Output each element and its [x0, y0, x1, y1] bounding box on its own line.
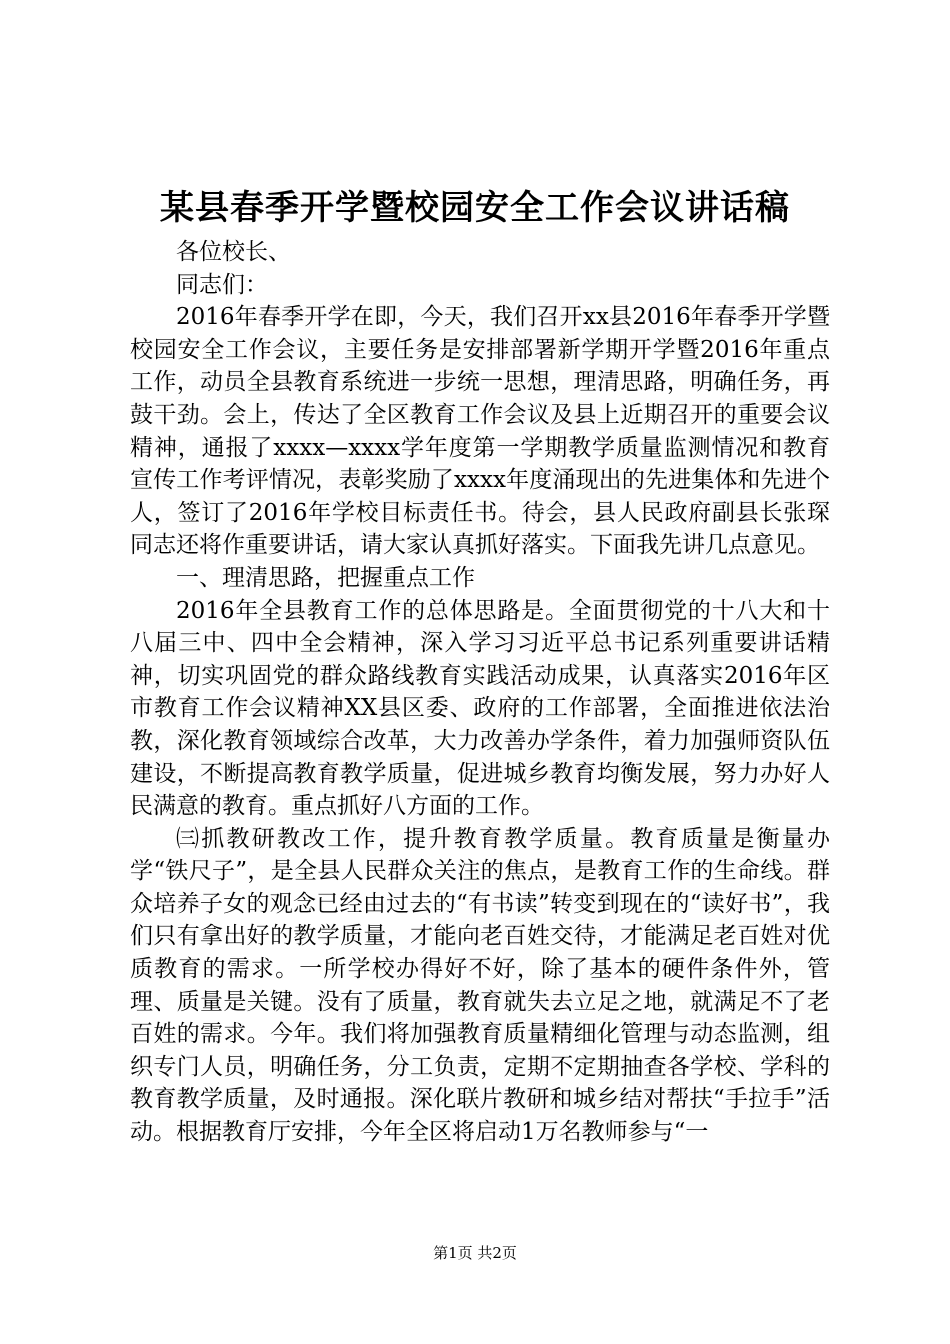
- salutation-line-2: 同志们：: [176, 271, 268, 298]
- body-paragraph: 2016年全县教育工作的总体思路是。全面贯彻党的十八大和十八届三中、四中全会精神，深入学习习近平总书记系列重要讲话精神，切实巩固党的群众路线教育实践活动成果，认真落实2016年区市教育工作会议精神XX县区委、政府的工作部署，全面推进依法治教，深化教育领域综合改革，大力改善办学条件，着力加强师资队伍建设，不断提高教育教学质量，促进城乡教育均衡发展，努力办好人民满意的教育。重点抓好八方面的工作。: [130, 597, 830, 820]
- page-number-footer: 第1页 共2页: [433, 1244, 517, 1262]
- section-heading: 一、理清思路，把握重点工作: [176, 564, 475, 591]
- body-paragraph: ㈢抓教研教改工作，提升教育教学质量。教育质量是衡量办学“铁尺子”，是全县人民群众关注的焦点，是教育工作的生命线。群众培养子女的观念已经由过去的“有书读”转变到现在的“读好书”，我们只有拿出好的教学质量，才能向老百姓交待，才能满足老百姓对优质教育的需求。一所学校办得好不好，除了基本的硬件条件外，管理、质量是关键。没有了质量，教育就失去立足之地，就满足不了老百姓的需求。今年。我们将加强教育质量精细化管理与动态监测，组织专门人员，明确任务，分工负责，定期不定期抽查各学校、学科的教育教学质量，及时通报。深化联片教研和城乡结对帮扶“手拉手”活动。根据教育厅安排，今年全区将启动1万名教师参与“一: [130, 825, 830, 1146]
- document-body: [130, 236, 830, 1149]
- salutation-line-1: 各位校长、: [176, 239, 291, 265]
- body-paragraph: 2016年春季开学在即，今天，我们召开xx县2016年春季开学暨校园安全工作会议，主要任务是安排部署新学期开学暨2016年重点工作，动员全县教育系统进一步统一思想，理清思路，明确任务，再鼓干劲。会上，传达了全区教育工作会议及县上近期召开的重要会议精神，通报了xxxx—xxxx学年度第一学期教学质量监测情况和教育宣传工作考评情况，表彰奖励了xxxx年度涌现出的先进集体和先进个人，签订了2016年学校目标责任书。待会，县人民政府副县长张琛同志还将作重要讲话，请大家认真抓好落实。下面我先讲几点意见。: [130, 304, 830, 559]
- document-title: 某县春季开学暨校园安全工作会议讲话稿: [160, 188, 790, 228]
